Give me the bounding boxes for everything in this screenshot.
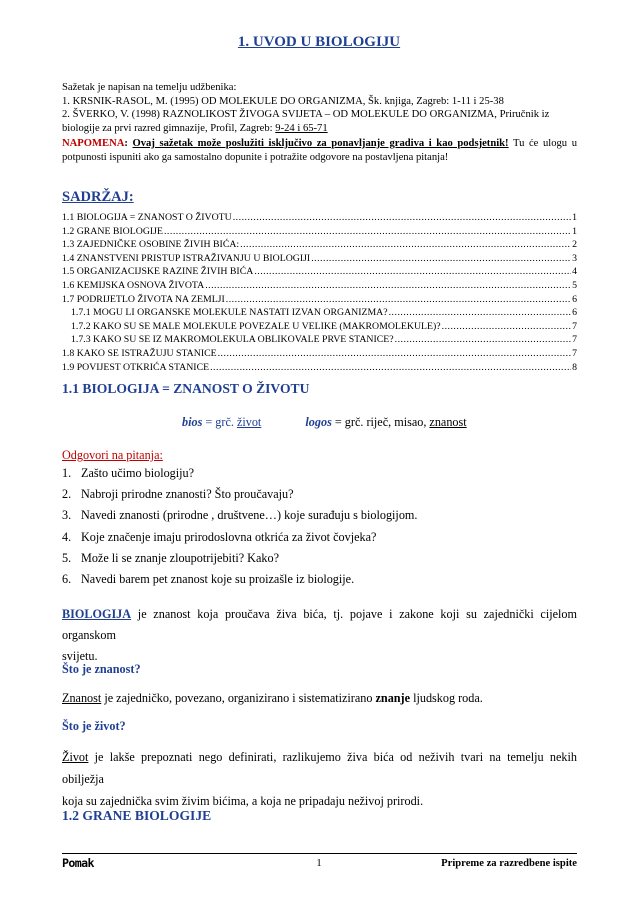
toc-entry-label: 1.3 ZAJEDNIČKE OSOBINE ŽIVIH BIĆA: <box>62 239 240 251</box>
logos-term: logos <box>305 415 332 429</box>
biologija-term: BIOLOGIJA <box>62 607 132 621</box>
question-number: 1. <box>62 466 72 480</box>
question-text: Zašto učimo biologiju? <box>81 466 195 480</box>
question-number: 4. <box>62 529 72 544</box>
question-text: Navedi barem pet znanost koje su proizašle iz biologije. <box>81 571 355 586</box>
toc-entry-label: 1.7.3 KAKO SU SE IZ MAKROMOLEKULA OBLIKOVALE PRVE STANICE? <box>71 334 394 346</box>
toc-leader <box>240 239 571 250</box>
footer-caption: Pripreme za razredbene ispite <box>441 858 577 869</box>
question-number: 5. <box>62 550 72 565</box>
toc-entry[interactable] <box>62 280 577 294</box>
toc-leader <box>233 212 571 223</box>
questions-label: Odgovori na pitanja: <box>62 448 163 462</box>
toc-leader <box>395 334 571 345</box>
toc-entry-label: 1.5 ORGANIZACIJSKE RAZINE ŽIVIH BIĆA <box>62 266 254 278</box>
reference-2: 2. ŠVERKO, V. (1998) RAZNOLIKOST ŽIVOGA SVIJETA – OD MOLEKULE DO ORGANIZMA, Priručnik iz <box>62 109 550 120</box>
toc-entry-page: 2 <box>572 239 577 251</box>
znanost-def-pre: je zajedničko, povezano, organizirano i sistematizirano <box>101 691 376 705</box>
footer-divider <box>62 853 577 854</box>
toc-leader <box>210 362 571 373</box>
toc-entry-page: 7 <box>572 334 577 346</box>
questions-list <box>62 466 577 593</box>
question-text: Može li se znanje zloupotrijebiti? Kako? <box>81 550 279 565</box>
toc-entry[interactable] <box>62 294 577 308</box>
toc-entry-page: 4 <box>572 266 577 278</box>
znanost-def-post: ljudskog roda. <box>410 691 483 705</box>
list-item <box>62 466 577 487</box>
napomena-rest-1: Tu će ulogu u <box>508 138 577 149</box>
section-heading-1-1: 1.1 BIOLOGIJA = ZNANOST O ŽIVOTU <box>62 381 310 396</box>
zivot-line-1 <box>62 746 577 790</box>
question-znanost: Što je znanost? <box>62 662 141 676</box>
toc-entry[interactable] <box>62 212 577 226</box>
toc-entry-label: 1.9 POVIJEST OTKRIĆA STANICE <box>62 361 210 373</box>
toc-entry-label: 1.6 KEMIJSKA OSNOVA ŽIVOTA <box>62 279 205 291</box>
biologija-definition <box>62 604 577 667</box>
toc-entry-label: 1.1 BIOLOGIJA = ZNANOST O ŽIVOTU <box>62 212 232 223</box>
logos-eq: = grč. riječ, misao, <box>331 415 430 429</box>
toc-entry-page: 1 <box>572 212 577 223</box>
question-number: 6. <box>62 571 72 586</box>
toc-entry-label: 1.2 GRANE BIOLOGIJE <box>62 225 163 237</box>
biologija-def-2: svijetu. <box>62 649 98 663</box>
toc-entry[interactable] <box>62 362 577 376</box>
toc-entry[interactable] <box>62 266 577 280</box>
napomena-block <box>62 137 577 164</box>
question-number: 3. <box>62 508 72 523</box>
napomena-label: NAPOMENA <box>62 138 125 149</box>
question-zivot: Što je život? <box>62 719 126 733</box>
napomena-colon: : <box>124 138 128 149</box>
toc-entry-label: 1.7 PODRIJETLO ŽIVOTA NA ZEMLJI <box>62 293 225 305</box>
toc-leader <box>205 280 571 291</box>
list-item <box>62 551 577 572</box>
section-heading-1-2: 1.2 GRANE BIOLOGIJE <box>62 808 212 823</box>
toc-entry[interactable] <box>62 239 577 253</box>
toc-leader <box>226 294 571 305</box>
etymology-line <box>182 415 467 430</box>
znanost-definition <box>62 691 577 706</box>
bios-term: bios <box>182 415 203 429</box>
toc-subentry[interactable] <box>62 307 577 321</box>
biologija-line-1 <box>62 604 577 646</box>
bios-eq: = grč. <box>202 415 237 429</box>
toc-entry-label: 1.4 ZNANSTVENI PRISTUP ISTRAŽIVANJU U BIOLOGIJI <box>62 252 311 264</box>
toc-leader <box>218 348 571 359</box>
toc-subentry[interactable] <box>62 334 577 348</box>
page-title: 1. UVOD U BIOLOGIJU <box>237 34 401 50</box>
toc-entry[interactable] <box>62 226 577 240</box>
logos-meaning: znanost <box>429 415 467 429</box>
reference-2-cont <box>62 122 577 136</box>
napomena-line-1 <box>62 137 577 151</box>
zivot-def-1: je lakše prepoznati nego definirati, razlikujemo živa bića od neživih tvari na temelju nekih obilježja <box>62 750 577 786</box>
zivot-def-2: koja su zajednička svim živim bićima, a koja ne pripadaju neživoj prirodi. <box>62 794 424 808</box>
question-text: Nabroji prirodne znanosti? Što proučavaju? <box>81 487 294 502</box>
toc-entry-page: 7 <box>572 347 577 359</box>
toc-entry-label: 1.7.1 MOGU LI ORGANSKE MOLEKULE NASTATI IZVAN ORGANIZMA? <box>71 307 388 319</box>
toc-entry-page: 5 <box>572 279 577 291</box>
toc-entry-page: 3 <box>572 252 577 264</box>
table-of-contents <box>62 212 577 375</box>
reference-2-pages: 9-24 i 65-71 <box>275 122 328 134</box>
list-item <box>62 487 577 508</box>
zivot-term: Život <box>62 750 89 764</box>
toc-entry-label: 1.7.2 KAKO SU SE MALE MOLEKULE POVEZALE U VELIKE (MAKROMOLEKULE)? <box>71 320 441 332</box>
toc-entry-page: 8 <box>572 361 577 373</box>
znanost-term: Znanost <box>62 691 102 705</box>
znanost-def-bold: znanje <box>375 691 411 705</box>
toc-leader <box>311 253 571 264</box>
toc-leader <box>389 307 571 318</box>
intro-block <box>62 81 577 135</box>
page-number: 1 <box>316 858 322 869</box>
toc-leader <box>164 226 571 237</box>
list-item <box>62 572 577 593</box>
toc-entry-label: 1.8 KAKO SE ISTRAŽUJU STANICE <box>62 347 217 359</box>
toc-leader <box>442 321 571 332</box>
question-text: Koje značenje imaju prirodoslovna otkrića za život čovjeka? <box>81 529 377 544</box>
reference-2-text: biologije za prvi razred gimnazije, Profil, Zagreb: <box>62 122 276 134</box>
question-text: Navedi znanosti (prirodne , društvene…) koje surađuju s biologijom. <box>81 508 418 523</box>
toc-entry-page: 6 <box>572 307 577 319</box>
footer-logo: Pomak <box>62 856 94 870</box>
intro-line: Sažetak je napisan na temelju udžbenika: <box>62 82 237 93</box>
question-number: 2. <box>62 487 72 502</box>
toc-leader <box>254 266 571 277</box>
zivot-definition <box>62 746 577 812</box>
toc-entry[interactable] <box>62 348 577 362</box>
toc-subentry[interactable] <box>62 321 577 335</box>
toc-heading: SADRŽAJ: <box>62 189 134 205</box>
toc-entry-page: 1 <box>572 225 577 237</box>
toc-entry-page: 7 <box>572 320 577 332</box>
bios-meaning: život <box>236 415 262 429</box>
reference-1: 1. KRSNIK-RASOL, M. (1995) OD MOLEKULE DO ORGANIZMA, Šk. knjiga, Zagreb: 1-11 i 25-38 <box>62 95 504 107</box>
list-item <box>62 530 577 551</box>
napomena-emphasis: Ovaj sažetak može poslužiti isključivo za ponavljanje gradiva i kao podsjetnik! <box>132 138 509 149</box>
toc-entry[interactable] <box>62 253 577 267</box>
napomena-line-2: potpunosti ispuniti ako ga samostalno dopunite i potražite odgovore na postavljena pitanja! <box>62 151 449 163</box>
biologija-def-1: je znanost koja proučava živa bića, tj. pojave i zakone koji su zajednički cijelom organskom <box>62 607 577 642</box>
list-item <box>62 508 577 529</box>
toc-entry-page: 6 <box>572 293 577 305</box>
